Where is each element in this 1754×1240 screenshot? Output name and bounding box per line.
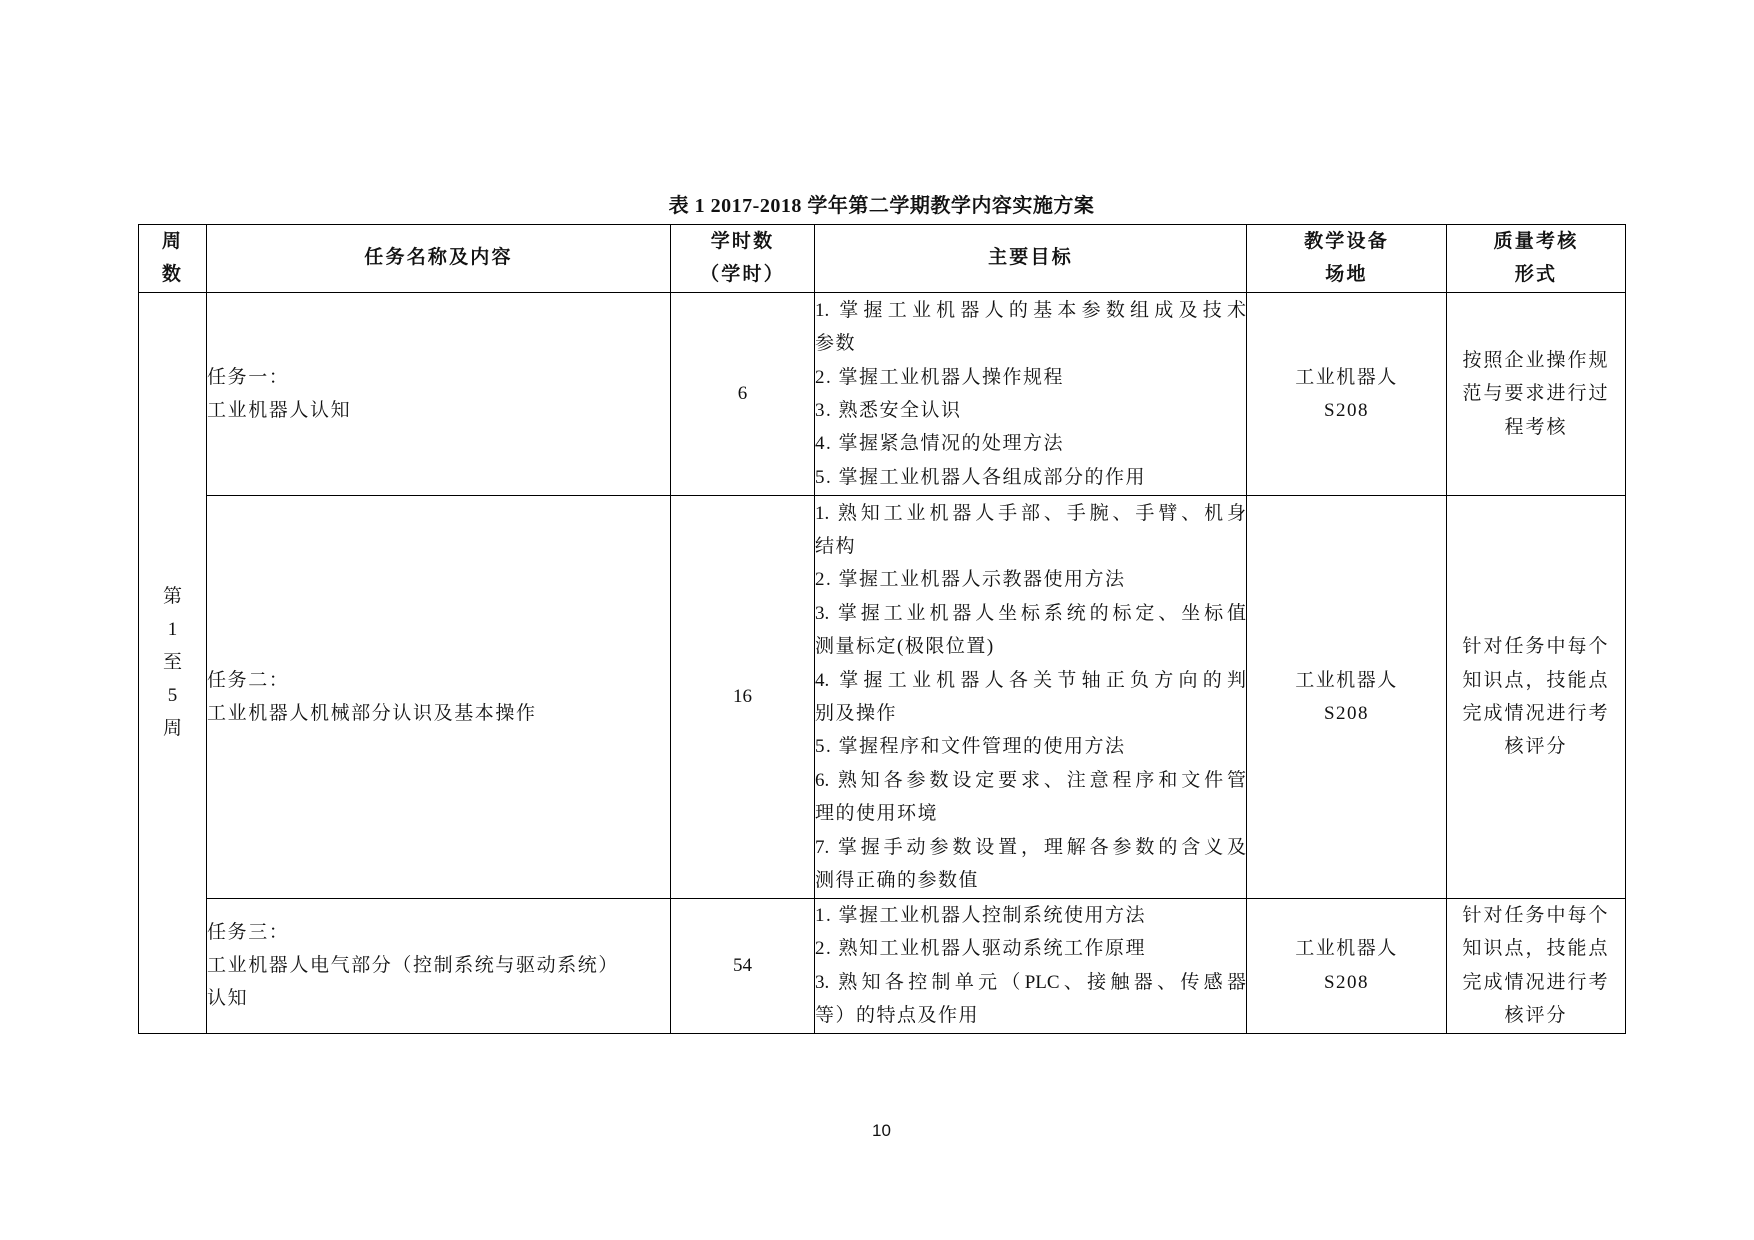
table-body [139, 293, 1626, 1034]
goal-item [815, 563, 1246, 596]
equipment-name: 工业机器人 [1295, 669, 1398, 691]
week-range-char: 周 [162, 718, 182, 740]
week-range-char: 5 [167, 685, 178, 707]
task-label: 任务二： [207, 670, 290, 691]
assessment-line: 核评分 [1504, 1005, 1568, 1027]
goal-line: 2. 熟知工业机器人驱动系统工作原理 [815, 938, 1147, 960]
equipment-room: S208 [1323, 703, 1370, 724]
goal-line: 2. 掌握工业机器人操作规程 [815, 366, 1065, 388]
goal-item [815, 361, 1246, 394]
header-week [139, 225, 207, 293]
goal-line: 1. 熟知工业机器人手部、手腕、手臂、机身 [815, 502, 1246, 524]
equipment-cell [1247, 899, 1447, 1034]
header-task: 任务名称及内容 [207, 225, 671, 293]
assessment-line: 按照企业操作规 [1462, 349, 1610, 371]
assessment-cell [1447, 899, 1626, 1034]
goal-line: 2. 掌握工业机器人示教器使用方法 [815, 569, 1126, 591]
assessment-cell [1447, 496, 1626, 899]
page-number: 10 [872, 1121, 891, 1140]
equipment-name: 工业机器人 [1295, 366, 1398, 388]
goal-item [815, 427, 1246, 460]
goal-line: 7. 掌握手动参数设置，理解各参数的含义及 [815, 836, 1246, 858]
header-hours-line: 学时数 [710, 230, 775, 252]
goal-line: 测得正确的参数值 [815, 870, 980, 892]
goals-cell [815, 899, 1247, 1034]
header-assessment-line: 质量考核 [1493, 230, 1579, 252]
goal-item [815, 764, 1246, 831]
header-hours-line: （学时） [700, 263, 785, 285]
task-name: 工业机器人认知 [207, 400, 352, 421]
goal-line: 5. 掌握程序和文件管理的使用方法 [815, 736, 1126, 758]
goal-item [815, 899, 1246, 932]
task-cell [207, 899, 671, 1034]
header-goals: 主要目标 [815, 225, 1247, 293]
goal-line: 测量标定(极限位置) [815, 636, 995, 658]
goal-line: 结构 [815, 535, 857, 557]
goal-item [815, 966, 1246, 1033]
header-equipment-line: 教学设备 [1304, 230, 1389, 252]
goal-line: 3. 掌握工业机器人坐标系统的标定、坐标值 [815, 602, 1246, 624]
equipment-room: S208 [1323, 400, 1370, 421]
assessment-line: 针对任务中每个 [1462, 636, 1610, 658]
header-week-line: 数 [161, 263, 184, 285]
goal-line: 5. 掌握工业机器人各组成部分的作用 [815, 466, 1147, 488]
equipment-name: 工业机器人 [1295, 938, 1398, 960]
task-label: 任务三： [207, 922, 290, 944]
header-hours [671, 225, 815, 293]
goal-line: 1. 掌握工业机器人的基本参数组成及技术 [815, 299, 1246, 321]
hours-cell: 6 [671, 293, 815, 496]
goal-line: 1. 掌握工业机器人控制系统使用方法 [815, 905, 1147, 926]
goal-item [815, 394, 1246, 427]
header-equipment [1247, 225, 1447, 293]
goal-item [815, 664, 1246, 731]
table-caption: 表 1 2017-2018 学年第二学期教学内容实施方案 [668, 195, 1095, 217]
goal-item [815, 730, 1246, 763]
assessment-line: 知识点，技能点 [1462, 938, 1610, 960]
goal-line: 参数 [815, 333, 857, 355]
goal-line: 理的使用环境 [815, 803, 939, 825]
task-name: 工业机器人电气部分（控制系统与驱动系统） [207, 955, 620, 977]
goal-line: 6. 熟知各参数设定要求、注意程序和文件管 [815, 769, 1246, 791]
header-assessment-line: 形式 [1514, 263, 1558, 285]
task-label: 任务一： [207, 367, 290, 388]
goal-item [815, 831, 1246, 898]
goal-item [815, 597, 1246, 664]
assessment-line: 完成情况进行考 [1462, 703, 1610, 724]
task-cell [207, 293, 671, 496]
goal-line: 3. 熟知各控制单元（PLC、接触器、传感器 [815, 971, 1246, 993]
task-cell [207, 496, 671, 899]
hours-cell: 54 [671, 899, 815, 1034]
goal-item [815, 497, 1246, 564]
table-row [139, 899, 1626, 1034]
goal-line: 4. 掌握紧急情况的处理方法 [815, 433, 1065, 455]
equipment-cell [1247, 496, 1447, 899]
goals-cell [815, 293, 1247, 496]
task-name: 认知 [207, 988, 249, 1010]
goal-line: 4. 掌握工业机器人各关节轴正负方向的判 [815, 669, 1246, 691]
assessment-line: 针对任务中每个 [1462, 905, 1610, 926]
task-name: 工业机器人机械部分认识及基本操作 [207, 703, 537, 724]
table-row [139, 293, 1626, 496]
goal-line: 3. 熟悉安全认识 [815, 400, 962, 421]
assessment-line: 程考核 [1504, 416, 1568, 438]
goal-line: 别及操作 [815, 703, 898, 724]
assessment-line: 完成情况进行考 [1462, 971, 1610, 993]
header-row [139, 225, 1626, 293]
assessment-line: 范与要求进行过 [1462, 383, 1610, 405]
week-range-char: 1 [167, 619, 178, 641]
week-range-char: 第 [162, 586, 182, 608]
week-range-cell [139, 293, 207, 1034]
header-week-line: 周 [161, 230, 184, 252]
header-equipment-line: 场地 [1325, 263, 1368, 285]
assessment-line: 核评分 [1504, 736, 1568, 758]
equipment-room: S208 [1323, 971, 1370, 993]
hours-cell: 16 [671, 496, 815, 899]
equipment-cell [1247, 293, 1447, 496]
table-head [139, 225, 1626, 293]
header-assessment [1447, 225, 1626, 293]
goal-item [815, 461, 1246, 494]
goal-item [815, 932, 1246, 965]
goal-line: 等）的特点及作用 [815, 1005, 980, 1027]
week-range-char: 至 [162, 652, 182, 674]
assessment-line: 知识点，技能点 [1462, 669, 1610, 691]
table-row [139, 496, 1626, 899]
goals-cell [815, 496, 1247, 899]
assessment-cell [1447, 293, 1626, 496]
teaching-plan-table [138, 224, 1626, 1034]
goal-item [815, 294, 1246, 361]
